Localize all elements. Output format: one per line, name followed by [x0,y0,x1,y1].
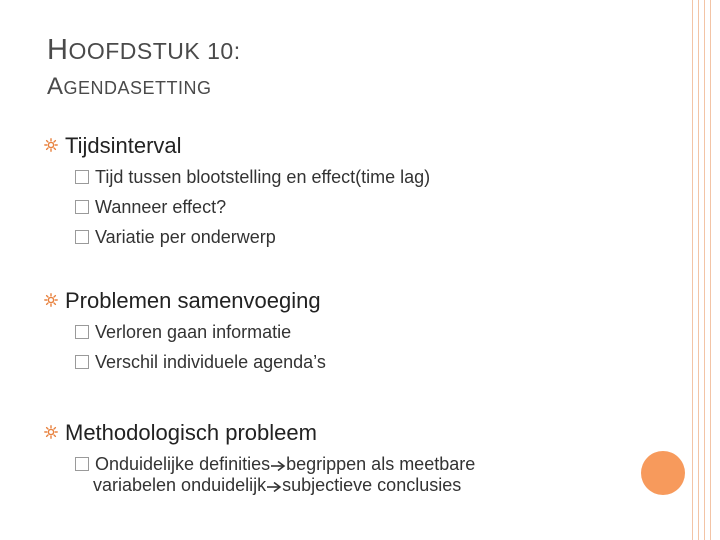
list-item: Onduidelijke definities begrippen als meetbare variabelen onduidelijk subjectieve conclusies [75,454,475,496]
title-line-2: AGENDASETTING [47,73,212,100]
checkbox-bullet-icon [75,355,89,369]
checkbox-bullet-icon [75,325,89,339]
list-item: Tijd tussen blootstelling en effect(time lag) [75,167,430,188]
sun-bullet-icon [44,293,58,307]
sun-bullet-icon [44,425,58,439]
section-heading: Problemen samenvoeging [65,288,321,313]
list-item: Wanneer effect? [75,197,226,218]
checkbox-bullet-icon [75,200,89,214]
decorative-orange-circle [641,451,685,495]
section-heading: Tijdsinterval [65,133,182,158]
list-item-continuation: variabelen onduidelijk subjectieve conclusies [93,475,462,495]
list-item: Verloren gaan informatie [75,322,291,343]
right-arrow-icon [266,481,282,493]
section-heading: Methodologisch probleem [65,420,317,445]
checkbox-bullet-icon [75,170,89,184]
list-item: Variatie per onderwerp [75,227,276,248]
checkbox-bullet-icon [75,457,89,471]
decorative-border [690,0,720,540]
checkbox-bullet-icon [75,230,89,244]
title-line-1: HOOFDSTUK 10: [47,34,241,66]
right-arrow-icon [270,460,286,472]
list-item: Verschil individuele agenda’s [75,352,326,373]
slide-title [47,36,241,99]
sun-bullet-icon [44,138,58,152]
